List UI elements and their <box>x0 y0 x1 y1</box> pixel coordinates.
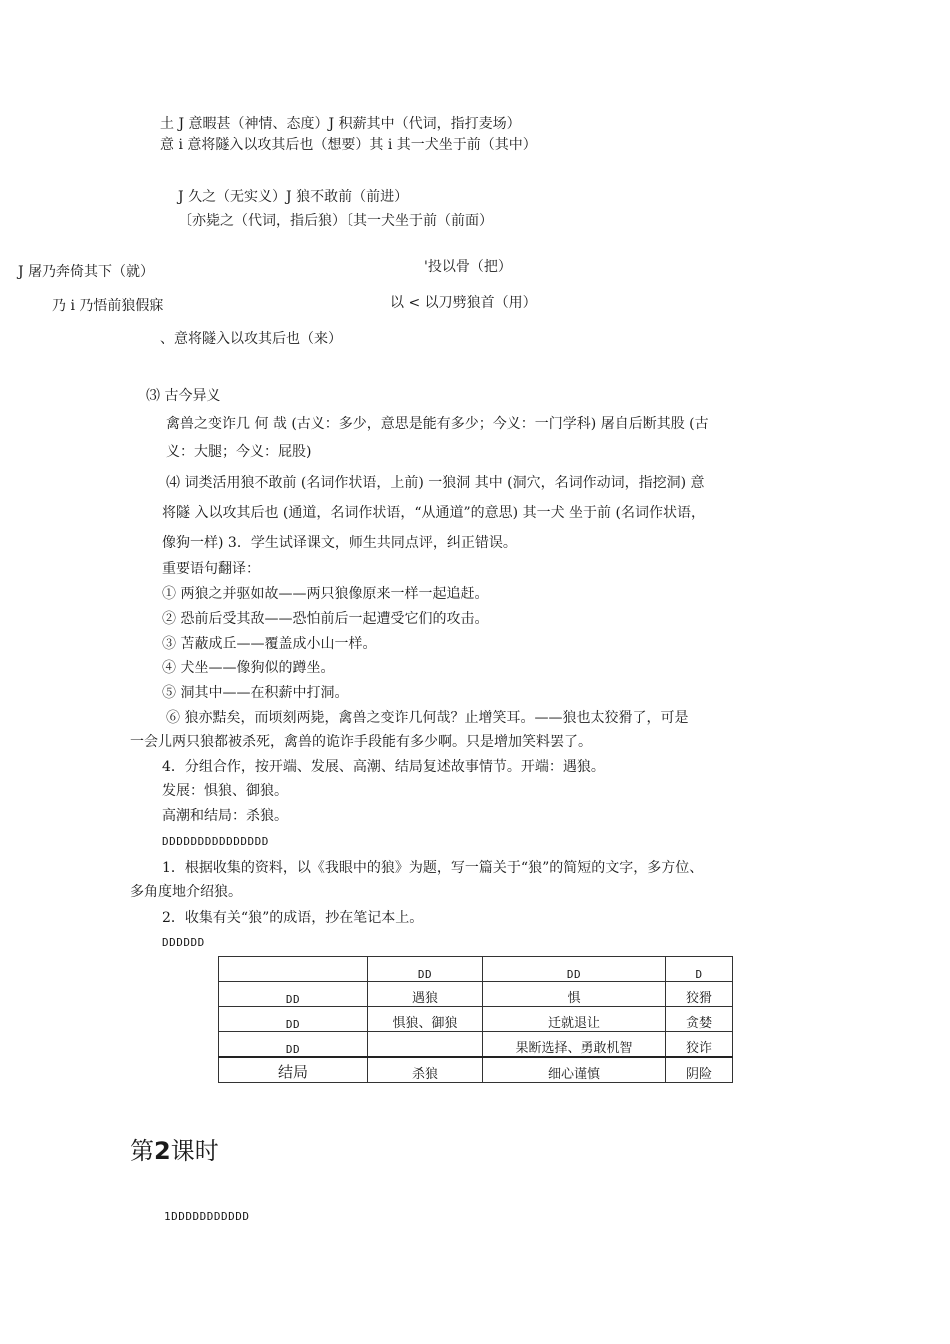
table-cell: 惧 <box>483 982 666 1007</box>
section4-text-2: 将隧 入以攻其后也 (通道，名词作状语，“从通道”的意思) 其一犬 坐于前 (名词作状语， <box>162 505 705 521</box>
garbled-line-1: DDDDDDDDDDDDDDD <box>162 835 269 848</box>
translation-item-2: ② 恐前后受其敌——恐怕前后一起遭受它们的攻击。 <box>162 611 489 627</box>
note-line-3: J 久之（无实义）J 狼不敢前（前进） <box>178 189 409 205</box>
section4-text-1: ⑷ 词类活用狼不敢前 (名词作状语，上前) 一狼洞 其中 (洞穴，名词作动词，指挖洞) 意 <box>166 475 705 491</box>
table-cell: 细心谨慎 <box>483 1057 666 1083</box>
table-cell: 果断选择、勇敢机智 <box>483 1032 666 1058</box>
note-line-6-right: 以 < 以刀劈狼首（用） <box>390 295 537 311</box>
note-line-7: 、意将隧入以攻其后也（来） <box>160 331 342 347</box>
group-line-3: 高潮和结局：杀狼。 <box>162 808 288 824</box>
group-line-1: 4．分组合作，按开端、发展、高潮、结局复述故事情节。开端：遇狼。 <box>162 759 605 775</box>
table-cell <box>219 957 368 982</box>
table-cell: 惧狼、御狼 <box>368 1007 483 1032</box>
note-line-6-left: 乃 i 乃悟前狼假寐 <box>52 298 164 314</box>
table-cell: DD <box>483 957 666 982</box>
table-cell: 结局 <box>219 1057 368 1083</box>
translation-item-5: ⑤ 洞其中——在积薪中打洞。 <box>162 685 349 701</box>
table-cell: DD <box>219 1007 368 1032</box>
table-cell: 贪婪 <box>666 1007 733 1032</box>
garbled-line-2: DDDDDD <box>162 936 205 949</box>
table-cell: DD <box>219 1032 368 1058</box>
table-cell: DD <box>368 957 483 982</box>
lesson-heading-number: 2 <box>154 1137 171 1165</box>
table-cell: 迁就退让 <box>483 1007 666 1032</box>
table-cell: D <box>666 957 733 982</box>
homework-item-1b: 多角度地介绍狼。 <box>130 884 242 900</box>
section3-title: ⑶ 古今异义 <box>146 388 221 404</box>
lesson-heading-suffix: 课时 <box>170 1137 219 1165</box>
group-line-2: 发展：惧狼、御狼。 <box>162 783 288 799</box>
table-cell: 狡猾 <box>666 982 733 1007</box>
note-line-5-left: J 屠乃奔倚其下（就） <box>18 264 155 280</box>
translation-heading: 重要语句翻译： <box>162 561 260 577</box>
table-cell: DD <box>219 982 368 1007</box>
note-line-5-right: '投以骨（把） <box>424 259 512 275</box>
homework-item-1a: 1．根据收集的资料，以《我眼中的狼》为题，写一篇关于“狼”的简短的文字，多方位、 <box>162 860 704 876</box>
lesson-heading-prefix: 第 <box>130 1137 154 1165</box>
table-cell: 阴险 <box>666 1057 733 1083</box>
table-cell: 遇狼 <box>368 982 483 1007</box>
note-line-1: 土 J 意暇甚（神情、态度）J 积薪其中（代词，指打麦场） <box>160 116 521 132</box>
table-row <box>219 982 733 1007</box>
translation-item-1: ① 两狼之并驱如故——两只狼像原来一样一起追赶。 <box>162 586 489 602</box>
garbled-line-3: 1DDDDDDDDDDD <box>164 1210 250 1223</box>
section3-text-2: 义：大腿；今义：屁股) <box>166 444 312 460</box>
translation-item-4: ④ 犬坐——像狗似的蹲坐。 <box>162 660 335 676</box>
note-line-2: 意 i 意将隧入以攻其后也（想要）其 i 其一犬坐于前（其中） <box>160 137 537 153</box>
table-header-row <box>219 957 733 982</box>
translation-item-6-cont: 一会儿两只狼都被杀死，禽兽的诡诈手段能有多少啊。只是增加笑料罢了。 <box>130 734 592 750</box>
plot-summary-table <box>218 956 733 1083</box>
lesson-2-heading <box>130 1137 219 1166</box>
table-row <box>219 1007 733 1032</box>
translation-item-3: ③ 苫蔽成丘——覆盖成小山一样。 <box>162 636 377 652</box>
note-line-4: 〔亦毙之（代词，指后狼）〔其一犬坐于前（前面） <box>178 213 493 229</box>
table-cell: 狡诈 <box>666 1032 733 1058</box>
table-cell: 杀狼 <box>368 1057 483 1083</box>
table-cell <box>368 1032 483 1058</box>
homework-item-2: 2．收集有关“狼”的成语，抄在笔记本上。 <box>162 910 424 926</box>
section4-text-3: 像狗一样) 3．学生试译课文，师生共同点评，纠正错误。 <box>162 535 517 551</box>
table-row <box>219 1057 733 1083</box>
section3-text-1: 禽兽之变诈几 何 哉 (古义：多少，意思是能有多少；今义：一门学科) 屠自后断其股 (古 <box>166 416 709 432</box>
table-row <box>219 1032 733 1058</box>
translation-item-6: ⑥ 狼亦黠矣，而顷刻两毙，禽兽之变诈几何哉？止增笑耳。——狼也太狡猾了，可是 <box>166 710 689 726</box>
